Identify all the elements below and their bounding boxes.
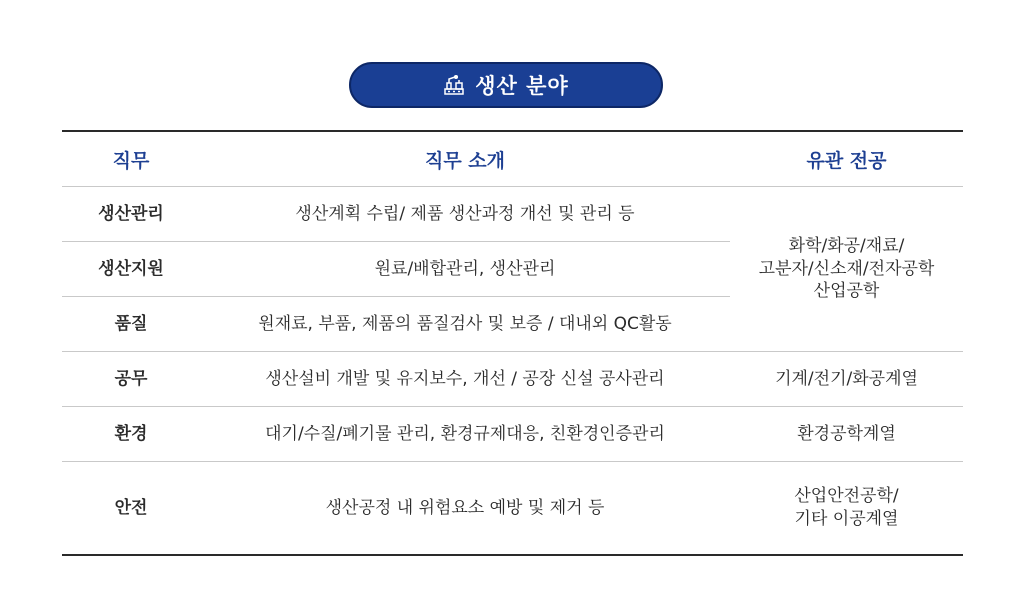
description-cell: 생산설비 개발 및 유지보수, 개선 / 공장 신설 공사관리 bbox=[200, 352, 730, 407]
job-cell: 공무 bbox=[62, 352, 200, 407]
major-line: 기타 이공계열 bbox=[794, 509, 899, 529]
major-line: 산업안전공학/ bbox=[794, 486, 899, 507]
header-job: 직무 bbox=[62, 131, 200, 187]
header-description: 직무 소개 bbox=[200, 131, 730, 187]
description-cell: 생산계획 수립/ 제품 생산과정 개선 및 관리 등 bbox=[200, 187, 730, 242]
major-line: 고분자/신소재/전자공학 bbox=[758, 258, 935, 279]
major-line: 화학/화공/재료/ bbox=[788, 235, 905, 256]
major-cell bbox=[730, 407, 963, 462]
job-cell: 품질 bbox=[62, 297, 200, 352]
major-cell-merged bbox=[730, 187, 963, 352]
job-cell: 생산지원 bbox=[62, 242, 200, 297]
job-table bbox=[62, 130, 963, 556]
major-line: 환경공학계열 bbox=[797, 423, 896, 444]
description-cell: 원재료, 부품, 제품의 품질검사 및 보증 / 대내외 QC활동 bbox=[200, 297, 730, 352]
table-row bbox=[62, 407, 963, 462]
table-row bbox=[62, 352, 963, 407]
section-title-pill bbox=[349, 62, 663, 108]
major-line: 기계/전기/화공계열 bbox=[775, 368, 918, 389]
description-cell: 생산공정 내 위험요소 예방 및 제거 등 bbox=[325, 497, 605, 518]
factory-robot-icon bbox=[443, 74, 465, 96]
table-header-row bbox=[62, 131, 963, 187]
table-row bbox=[62, 187, 963, 242]
major-cell bbox=[730, 462, 963, 556]
job-cell: 생산관리 bbox=[62, 187, 200, 242]
table-row bbox=[62, 462, 963, 556]
job-cell: 환경 bbox=[62, 407, 200, 462]
major-cell bbox=[730, 352, 963, 407]
major-line: 산업공학 bbox=[813, 281, 880, 302]
section-title: 생산 분야 bbox=[475, 74, 569, 98]
job-cell: 안전 bbox=[114, 497, 148, 518]
description-cell: 대기/수질/폐기물 관리, 환경규제대응, 친환경인증관리 bbox=[200, 407, 730, 462]
description-cell: 원료/배합관리, 생산관리 bbox=[200, 242, 730, 297]
header-major: 유관 전공 bbox=[730, 131, 963, 187]
